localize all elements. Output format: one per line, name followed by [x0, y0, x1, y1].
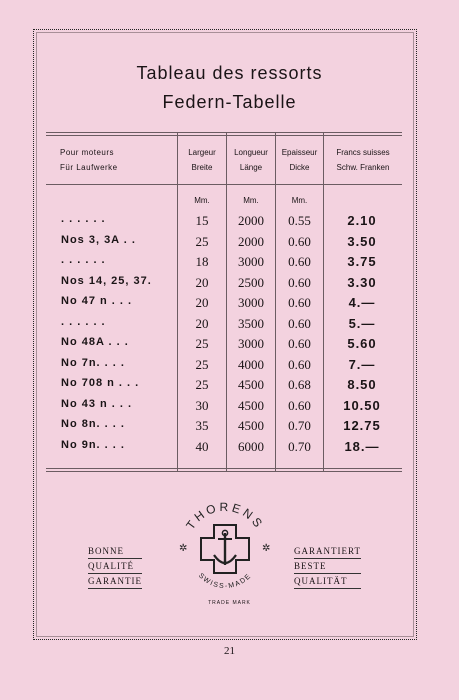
width-cell: 15 — [195, 213, 209, 228]
length-cell: 2000 — [238, 213, 264, 228]
width-cell: 25 — [195, 356, 209, 372]
header-thickness: Epaisseur Dicke — [281, 148, 318, 172]
width-cell: 25 — [195, 233, 209, 249]
thickness-cell: 0.60 — [288, 336, 311, 351]
model-cell: No 7n. . . . — [61, 356, 125, 369]
unit-width: Mm. — [194, 196, 210, 205]
price-cell: 5.60 — [347, 336, 377, 351]
price-cell: 2.10 — [347, 213, 377, 228]
page-number: 21 — [224, 645, 235, 657]
thickness-cell: 0.60 — [288, 274, 311, 290]
thorens-logo — [170, 493, 280, 603]
svg-text:THORENS — [183, 500, 267, 532]
table-row — [46, 234, 402, 254]
model-cell: No 47 n . . . — [61, 295, 133, 307]
table-row — [46, 377, 402, 397]
thickness-cell: 0.60 — [288, 254, 311, 269]
thickness-cell: 0.60 — [288, 315, 311, 331]
table-bottom-rule — [46, 468, 402, 469]
length-cell: 2500 — [238, 274, 264, 290]
model-cell: No 9n. . . . — [61, 438, 125, 451]
width-cell: 20 — [195, 274, 209, 290]
model-cell: No 8n. . . . — [61, 418, 125, 430]
price-cell: 10.50 — [343, 397, 381, 413]
unit-thickness: Mm. — [291, 196, 308, 205]
table-row — [46, 439, 402, 459]
price-cell: 8.50 — [347, 377, 377, 392]
thickness-cell: 0.70 — [288, 418, 311, 433]
price-cell: 5.— — [348, 315, 376, 331]
table-row — [46, 357, 402, 377]
price-cell: 18.— — [344, 438, 380, 454]
table-top-rule-2 — [46, 135, 402, 136]
header-price: Francs suisses Schw. Franken — [336, 148, 390, 172]
logo-star-left: ✲ — [179, 543, 188, 554]
thickness-cell: 0.55 — [288, 213, 311, 228]
table-row — [46, 295, 402, 315]
table-header-rule — [46, 184, 402, 185]
table-row — [46, 254, 402, 274]
width-cell: 18 — [195, 254, 209, 269]
model-cell: . . . . . . — [61, 213, 106, 225]
table-row — [46, 316, 402, 336]
table-row — [46, 213, 402, 233]
width-cell: 20 — [195, 315, 209, 331]
title-german: Federn-Tabelle — [162, 92, 297, 112]
price-cell: 7.— — [348, 356, 376, 372]
unit-length: Mm. — [243, 196, 259, 205]
price-cell: 3.50 — [347, 233, 377, 249]
logo-swiss-made: SWISS-MADE — [196, 572, 254, 591]
thickness-cell: 0.60 — [288, 356, 311, 372]
length-cell: 3500 — [238, 315, 264, 331]
price-cell: 4.— — [348, 295, 376, 310]
model-cell: No 43 n . . . — [61, 397, 133, 410]
table-bottom-rule-2 — [46, 471, 402, 472]
width-cell: 25 — [195, 336, 209, 351]
width-cell: 25 — [195, 377, 209, 392]
trade-mark: TRADE MARK — [208, 600, 251, 606]
header-length: Longueur Länge — [234, 148, 268, 172]
length-cell: 4000 — [238, 356, 264, 372]
left-slogan: BONNE QUALITÉ GARANTIE — [88, 545, 142, 590]
thickness-cell: 0.60 — [288, 295, 311, 310]
thickness-cell: 0.60 — [288, 233, 311, 249]
model-cell: . . . . . . — [61, 315, 106, 328]
header-model: Pour moteurs Für Laufwerke — [60, 148, 118, 172]
logo-brand: THORENS — [183, 499, 267, 533]
length-cell: 3000 — [238, 254, 264, 269]
thickness-cell: 0.70 — [288, 438, 311, 454]
width-cell: 30 — [195, 397, 209, 413]
table-row — [46, 398, 402, 418]
model-cell: No 48A . . . — [61, 336, 129, 348]
length-cell: 4500 — [238, 418, 264, 433]
model-cell: No 708 n . . . — [61, 377, 140, 389]
length-cell: 2000 — [238, 233, 264, 249]
price-cell: 12.75 — [343, 418, 381, 433]
table-row — [46, 418, 402, 438]
width-cell: 20 — [195, 295, 209, 310]
title-french: Tableau des ressorts — [136, 63, 323, 83]
model-cell: Nos 3, 3A . . — [61, 233, 136, 246]
table-row — [46, 275, 402, 295]
length-cell: 6000 — [238, 438, 264, 454]
width-cell: 35 — [195, 418, 209, 433]
length-cell: 3000 — [238, 336, 264, 351]
svg-text:SWISS-MADE — [197, 572, 253, 590]
price-cell: 3.75 — [347, 254, 377, 269]
logo-star-right: ✲ — [262, 543, 271, 554]
length-cell: 4500 — [238, 397, 264, 413]
model-cell: . . . . . . — [61, 254, 106, 266]
table-row — [46, 336, 402, 356]
thickness-cell: 0.68 — [288, 377, 311, 392]
right-slogan: GARANTIERT BESTE QUALITÄT — [294, 545, 361, 590]
table-top-rule — [46, 132, 402, 133]
width-cell: 40 — [195, 438, 209, 454]
header-width: Largeur Breite — [188, 148, 216, 172]
thickness-cell: 0.60 — [288, 397, 311, 413]
length-cell: 4500 — [238, 377, 264, 392]
price-cell: 3.30 — [347, 274, 377, 290]
model-cell: Nos 14, 25, 37. — [61, 274, 152, 287]
length-cell: 3000 — [238, 295, 264, 310]
